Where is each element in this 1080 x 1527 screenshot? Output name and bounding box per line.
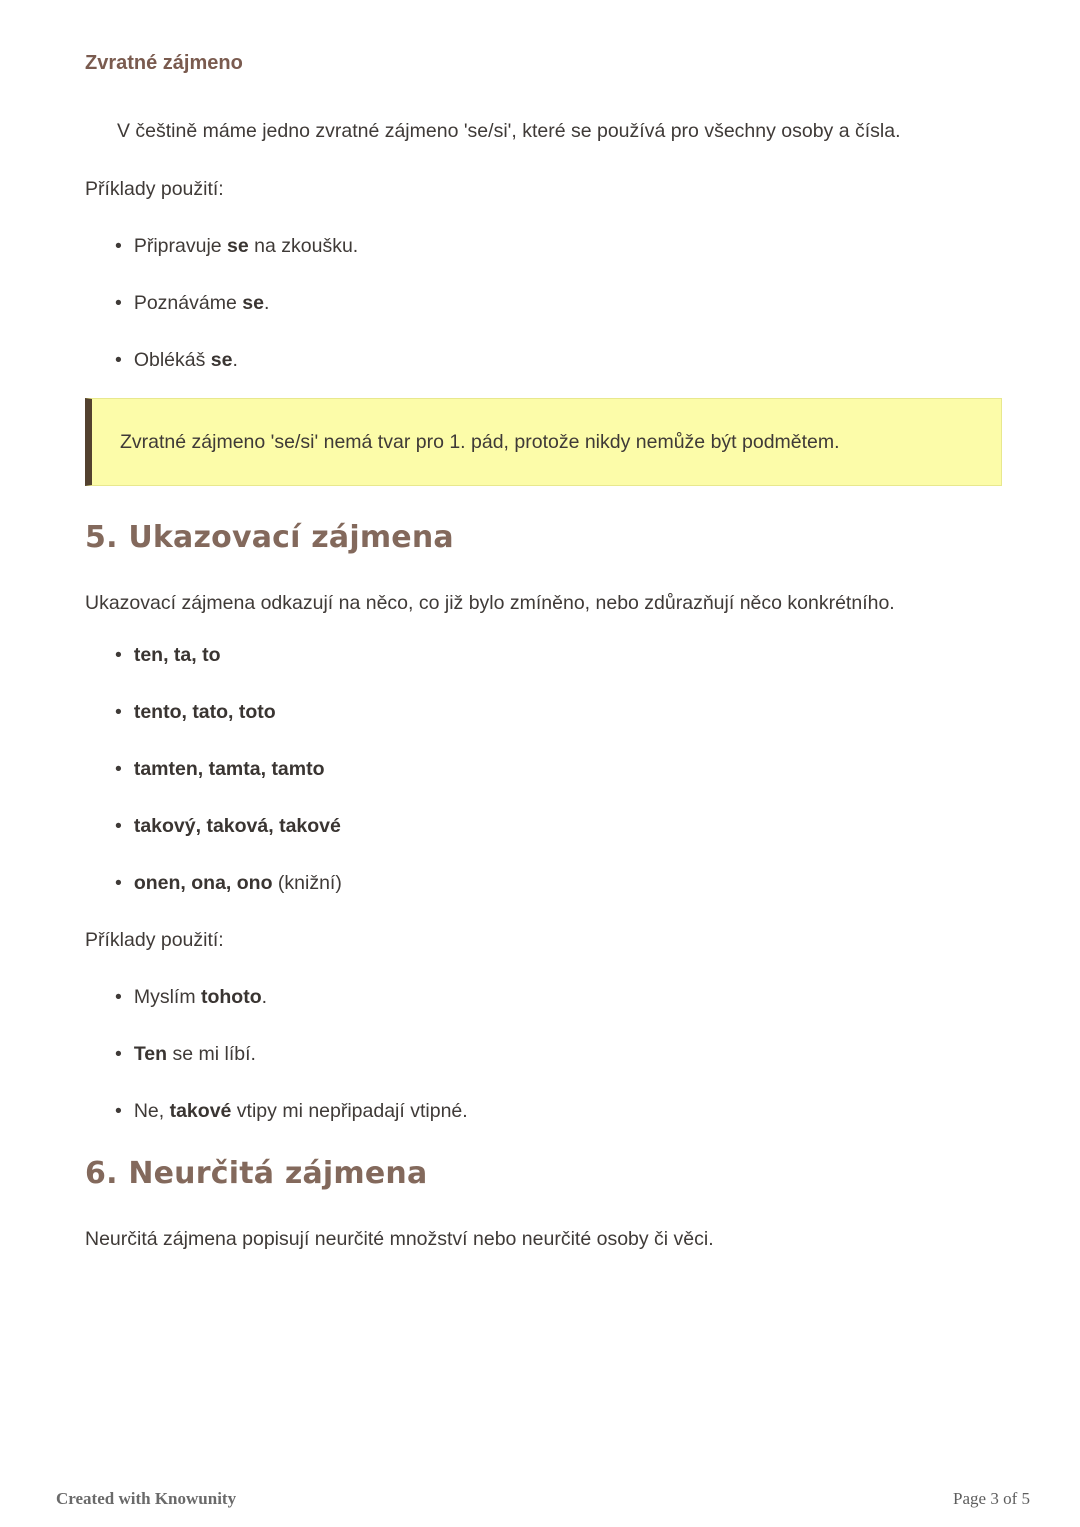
list-item	[115, 864, 1002, 902]
page-number: Page 3 of 5	[953, 1489, 1030, 1508]
list-item	[115, 284, 1002, 322]
bullet-icon: •	[115, 235, 122, 257]
bullet-icon: •	[115, 1100, 122, 1122]
list-item	[115, 636, 1002, 674]
bullet-icon: •	[115, 1043, 122, 1065]
example-bold: se	[242, 292, 264, 314]
example-text: .	[232, 349, 238, 371]
list-item	[115, 1092, 1002, 1130]
bullet-icon: •	[115, 701, 122, 723]
page-footer	[0, 1489, 1080, 1509]
section-5-heading: 5. Ukazovací zájmena	[85, 520, 454, 555]
demonstrative-examples-list	[115, 978, 1002, 1130]
reflexive-examples-label: Příklady použití:	[85, 178, 224, 200]
list-item	[115, 693, 1002, 731]
item-bold: tamten, tamta, tamto	[133, 758, 325, 780]
example-bold: Ten	[133, 1043, 168, 1065]
example-text: Oblékáš	[133, 349, 211, 371]
demonstrative-items-list	[115, 636, 1002, 902]
list-item	[115, 341, 1002, 379]
reflexive-examples-list	[115, 227, 1002, 379]
example-text: Myslím	[133, 986, 201, 1008]
example-bold: se	[227, 235, 249, 257]
example-text: na zkoušku.	[248, 235, 359, 257]
section-5-description: Ukazovací zájmena odkazují na něco, co již bylo zmíněno, nebo zdůrazňují něco konkrétního.	[85, 592, 895, 614]
example-text: Připravuje	[133, 235, 228, 257]
list-item	[115, 807, 1002, 845]
footer-branding: Created with Knowunity	[56, 1489, 237, 1508]
list-item	[115, 1035, 1002, 1073]
item-bold: tento, tato, toto	[133, 701, 276, 723]
bullet-icon: •	[115, 758, 122, 780]
item-text: (knižní)	[272, 872, 342, 894]
section-6-description: Neurčitá zájmena popisují neurčité množství nebo neurčité osoby či věci.	[85, 1228, 714, 1250]
list-item	[115, 978, 1002, 1016]
bullet-icon: •	[115, 815, 122, 837]
example-text: .	[261, 986, 268, 1008]
list-item	[115, 227, 1002, 265]
example-text: Ne,	[133, 1100, 170, 1122]
bullet-icon: •	[115, 986, 122, 1008]
demonstrative-examples-label: Příklady použití:	[85, 929, 224, 951]
note-callout	[85, 398, 1002, 486]
item-bold: takový, taková, takové	[133, 815, 341, 837]
bullet-icon: •	[115, 292, 122, 314]
bullet-icon: •	[115, 644, 122, 666]
example-bold: takové	[169, 1100, 232, 1122]
example-text: Poznáváme	[133, 292, 243, 314]
bullet-icon: •	[115, 349, 122, 371]
list-item	[115, 750, 1002, 788]
example-bold: tohoto	[200, 986, 262, 1008]
reflexive-subheading: Zvratné zájmeno	[85, 52, 243, 74]
item-bold: onen, ona, ono	[133, 872, 273, 894]
example-text: se mi líbí.	[167, 1043, 256, 1065]
note-callout-text: Zvratné zájmeno 'se/si' nemá tvar pro 1. pád, protože nikdy nemůže být podmětem.	[120, 431, 840, 453]
example-text: vtipy mi nepřipadají vtipné.	[231, 1100, 468, 1122]
section-6-heading: 6. Neurčitá zájmena	[85, 1156, 428, 1191]
bullet-icon: •	[115, 872, 122, 894]
example-text: .	[263, 292, 270, 314]
example-bold: se	[210, 349, 233, 371]
reflexive-intro: V češtině máme jedno zvratné zájmeno 'se/si', které se používá pro všechny osoby a čísla.	[117, 120, 901, 142]
item-bold: ten, ta, to	[133, 644, 221, 666]
